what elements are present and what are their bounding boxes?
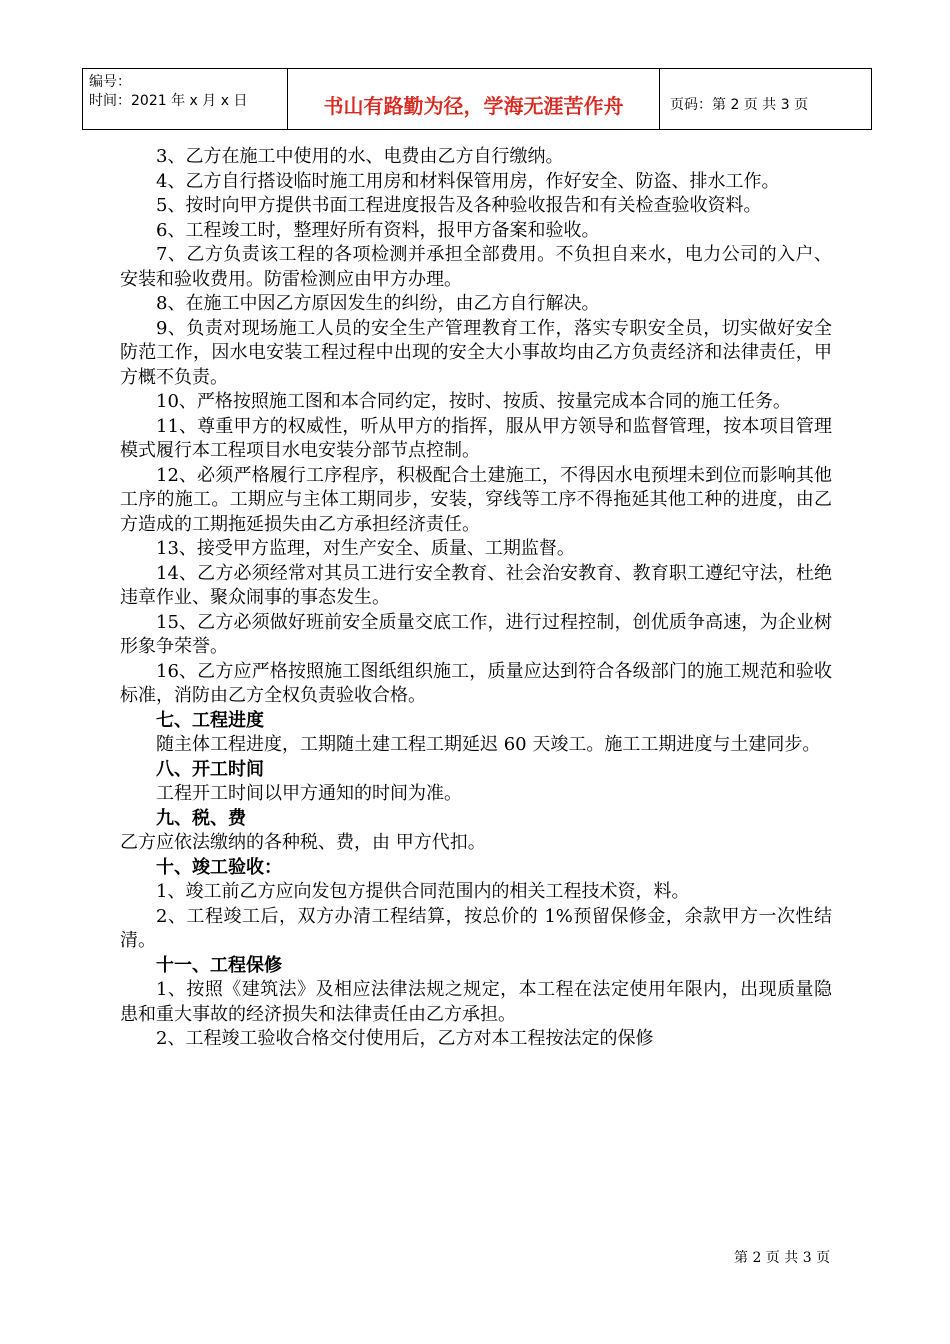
section-heading-start-time: 八、开工时间 <box>156 758 264 780</box>
header-page-number: 页码：第 2 页 共 3 页 <box>670 97 809 113</box>
paragraph: 11、尊重甲方的权威性，听从甲方的指挥，服从甲方领导和监督管理，按本项目管理模式履行本工程项目水电安装分部节点控制。 <box>120 415 832 461</box>
section-heading-tax: 九、税、费 <box>156 807 246 829</box>
footer-page-number: 第 2 页 共 3 页 <box>734 1250 831 1266</box>
paragraph: 8、在施工中因乙方原因发生的纠纷，由乙方自行解决。 <box>156 293 600 314</box>
paragraph: 2、工程竣工验收合格交付使用后，乙方对本工程按法定的保修 <box>156 1028 654 1049</box>
paragraph: 工程开工时间以甲方通知的时间为准。 <box>156 783 462 804</box>
paragraph: 3、乙方在施工中使用的水、电费由乙方自行缴纳。 <box>156 146 564 167</box>
paragraph: 12、必须严格履行工序程序，积极配合土建施工，不得因水电预埋未到位而影响其他工序的施工。工期应与主体工期同步，安装，穿线等工序不得拖延其他工种的进度，由乙方造成的工期拖延损失由乙方承担经济责任。 <box>120 464 832 535</box>
section-heading-acceptance: 十、竣工验收： <box>156 856 282 878</box>
paragraph: 4、乙方自行搭设临时施工用房和材料保管用房，作好安全、防盗、排水工作。 <box>156 170 780 192</box>
paragraph: 2、工程竣工后，双方办清工程结算，按总价的 1%预留保修金，余款甲方一次性结清。 <box>120 905 832 951</box>
paragraph: 1、按照《建筑法》及相应法律法规之规定，本工程在法定使用年限内，出现质量隐患和重大事故的经济损失和法律责任由乙方承担。 <box>120 979 832 1025</box>
paragraph: 6、工程竣工时，整理好所有资料，报甲方备案和验收。 <box>156 219 600 241</box>
paragraph: 15、乙方必须做好班前安全质量交底工作，进行过程控制，创优质争高速，为企业树形象争荣誉。 <box>120 611 832 657</box>
header-meta <box>83 69 288 129</box>
document-number: 编号： <box>89 74 131 90</box>
paragraph: 1、竣工前乙方应向发包方提供合同范围内的相关工程技术资，料。 <box>156 881 690 902</box>
paragraph: 乙方应依法缴纳的各种税、费，由 甲方代扣。 <box>120 832 486 853</box>
paragraph: 10、严格按照施工图和本合同约定，按时、按质、按量完成本合同的施工任务。 <box>156 391 791 412</box>
paragraph: 13、接受甲方监理，对生产安全、质量、工期监督。 <box>156 538 575 559</box>
header-motto: 书山有路勤为径，学海无涯苦作舟 <box>288 69 660 129</box>
paragraph: 5、按时向甲方提供书面工程进度报告及各种验收报告和有关检查验收资料。 <box>156 195 762 216</box>
paragraph: 随主体工程进度，工期随土建工程工期延迟 60 天竣工。施工工期进度与土建同步。 <box>156 734 821 755</box>
paragraph: 14、乙方必须经常对其员工进行安全教育、社会治安教育、教育职工遵纪守法，杜绝违章作业、聚众闹事的事态发生。 <box>120 562 832 608</box>
document-header <box>82 68 872 130</box>
section-heading-progress: 七、工程进度 <box>156 709 264 731</box>
paragraph: 7、乙方负责该工程的各项检测并承担全部费用。不负担自来水，电力公司的入户、安装和验收费用。防雷检测应由甲方办理。 <box>120 244 832 290</box>
paragraph: 16、乙方应严格按照施工图纸组织施工，质量应达到符合各级部门的施工规范和验收标准，消防由乙方全权负责验收合格。 <box>120 660 832 706</box>
section-heading-warranty: 十一、工程保修 <box>156 954 282 976</box>
document-date: 时间：2021 年 x 月 x 日 <box>89 93 248 109</box>
paragraph: 9、负责对现场施工人员的安全生产管理教育工作，落实专职安全员，切实做好安全防范工作，因水电安装工程过程中出现的安全大小事故均由乙方负责经济和法律责任，甲方概不负责。 <box>120 317 832 388</box>
document-body <box>120 145 832 1052</box>
